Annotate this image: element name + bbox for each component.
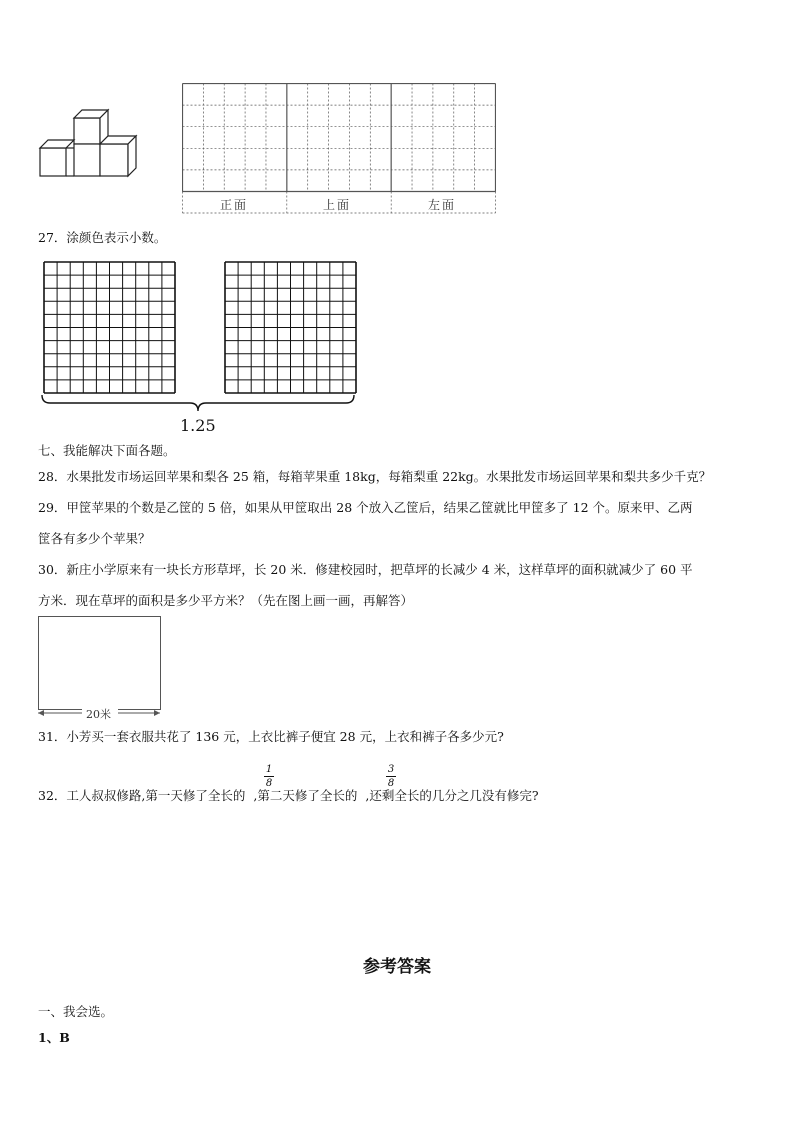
answer-title: 参考答案 (363, 957, 431, 977)
fraction-2-numerator: 3 (387, 764, 395, 775)
fraction-2 (386, 764, 396, 789)
question-32-part3: ,还剩全长的几分之几没有修完? (365, 788, 539, 803)
answer-item-1: 1、B (38, 1030, 70, 1045)
answer-section-1: 一、我会选。 (38, 1004, 114, 1019)
question-29-line1: 29．甲筐苹果的个数是乙筐的 5 倍，如果从甲筐取出 28 个放入乙筐后，结果乙筐就比甲筐多了 12 个。原来甲、乙两 (38, 500, 693, 515)
fraction-1 (264, 764, 274, 789)
decimal-label: 1.25 (180, 416, 216, 435)
question-32-part1: 32．工人叔叔修路,第一天修了全长的 (38, 788, 246, 803)
question-32 (38, 788, 539, 804)
question-28: 28．水果批发市场运回苹果和梨各 25 箱，每箱苹果重 18kg，每箱梨重 22kg。水果批发市场运回苹果和梨共多少千克？ (38, 469, 712, 484)
question-30-line1: 30．新庄小学原来有一块长方形草坪，长 20 米．修建校园时，把草坪的长减少 4 米，这样草坪的面积就减少了 60 平 (38, 562, 693, 577)
fraction-1-denominator: 8 (265, 778, 273, 789)
cube-stack-figure (38, 104, 140, 182)
dimension-label: 20米 (86, 708, 111, 721)
view-label-front: 正面 (220, 198, 249, 212)
view-label-left: 左面 (428, 198, 457, 212)
hundred-grids (40, 259, 362, 419)
three-view-grid (182, 83, 496, 214)
question-30-line2: 方米．现在草坪的面积是多少平方米？（先在图上画一画，再解答） (38, 593, 414, 608)
fraction-1-numerator: 1 (265, 764, 273, 775)
view-label-top: 上面 (323, 198, 352, 212)
fraction-2-denominator: 8 (387, 778, 395, 789)
question-29-line2: 筐各有多少个苹果？ (38, 531, 151, 546)
lawn-rectangle (38, 616, 161, 710)
question-27: 27．涂颜色表示小数。 (38, 230, 167, 245)
section-7-heading: 七、我能解决下面各题。 (38, 443, 176, 458)
question-32-part2: ,第二天修了全长的 (253, 788, 358, 803)
question-31: 31．小芳买一套衣服共花了 136 元，上衣比裤子便宜 28 元，上衣和裤子各多少元? (38, 729, 504, 744)
